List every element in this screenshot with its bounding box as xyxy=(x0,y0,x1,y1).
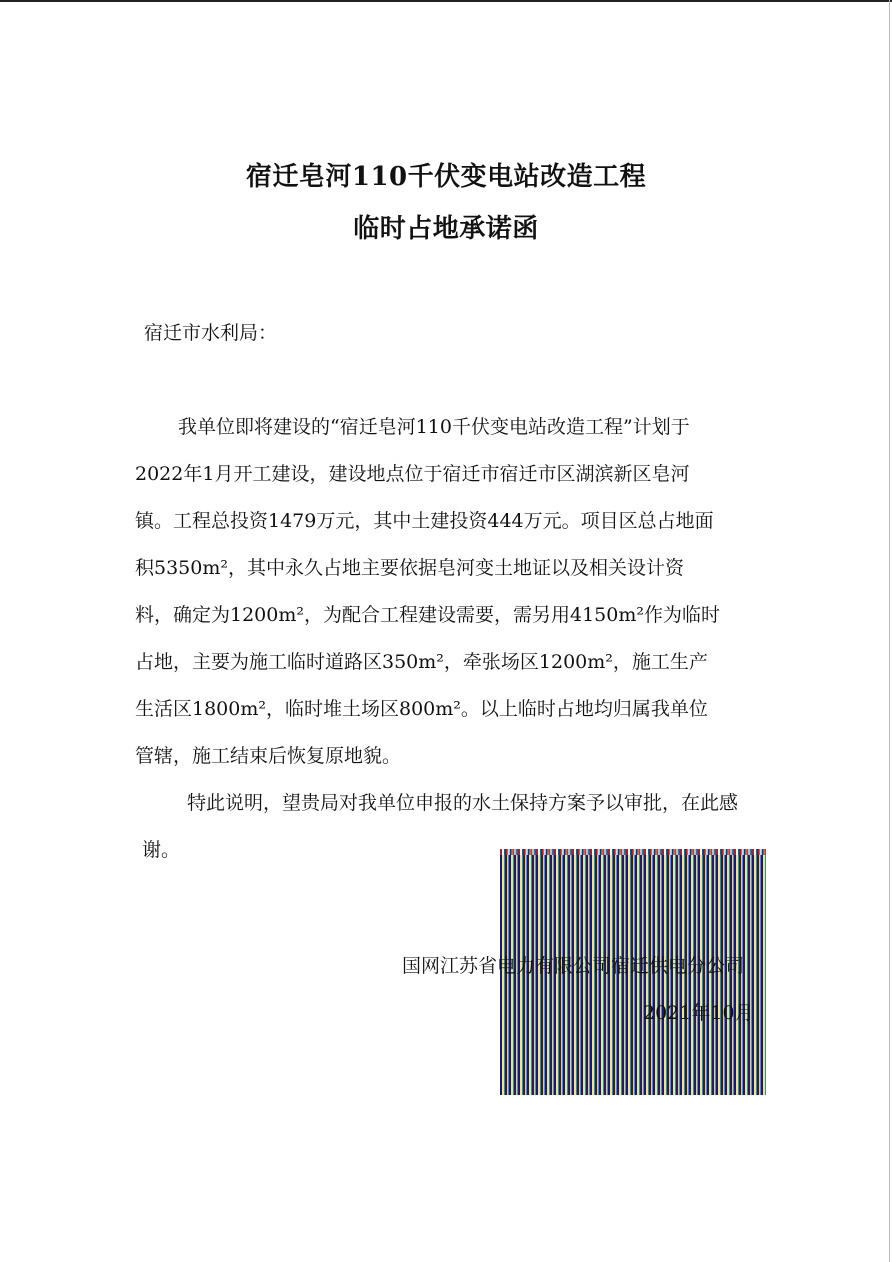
body-line: 特此说明，望贵局对我单位申报的水土保持方案予以审批，在此感 xyxy=(187,792,739,814)
body-line: 2022年1月开工建设，建设地点位于宿迁市宿迁市区湖滨新区皂河 xyxy=(135,463,690,485)
top-border-line xyxy=(0,0,892,2)
body-line: 料，确定为1200m²，为配合工程建设需要，需另用4150m²作为临时 xyxy=(135,604,720,626)
body-line: 管辖，施工结束后恢复原地貌。 xyxy=(135,745,402,767)
signature-organization: 国网江苏省电力有限公司宿迁供电分公司 xyxy=(402,955,745,977)
addressee: 宿迁市水利局： xyxy=(144,322,278,344)
body-line: 谢。 xyxy=(142,839,181,861)
body-line: 生活区1800m²，临时堆土场区800m²。以上临时占地均归属我单位 xyxy=(135,698,708,720)
body-line: 镇。工程总投资1479万元，其中土建投资444万元。项目区总占地面 xyxy=(135,510,714,532)
signature-date: 2021年10月 xyxy=(643,1002,754,1024)
document-title: 宿迁皂河110千伏变电站改造工程 xyxy=(245,162,647,192)
body-line: 占地，主要为施工临时道路区350m²，牵张场区1200m²，施工生产 xyxy=(135,651,708,673)
body-line: 我单位即将建设的“宿迁皂河110千伏变电站改造工程”计划于 xyxy=(178,416,690,438)
document-subtitle: 临时占地承诺函 xyxy=(353,214,539,244)
body-line: 积5350m²，其中永久占地主要依据皂河变土地证以及相关设计资 xyxy=(135,557,684,579)
